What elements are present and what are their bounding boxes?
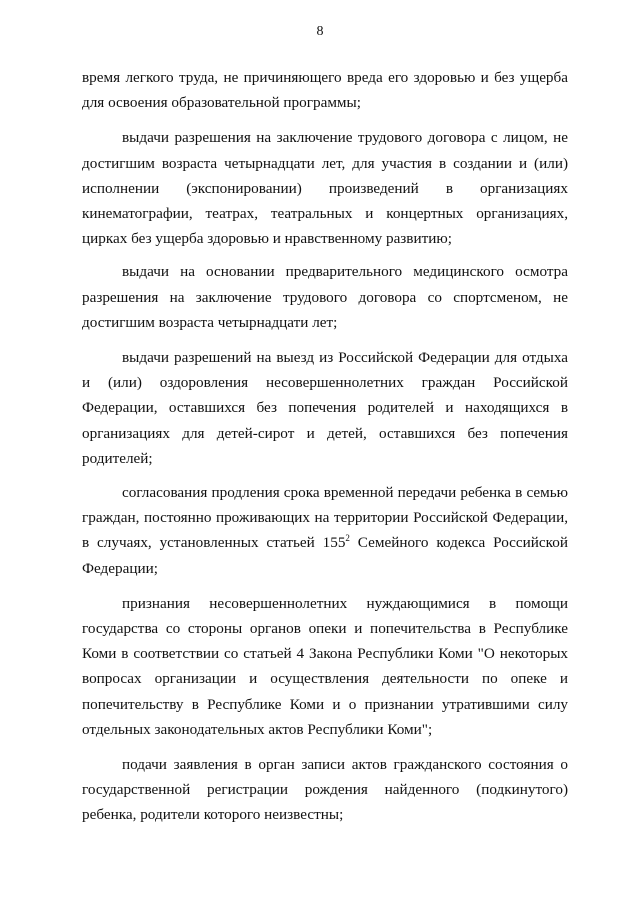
paragraph-text-part: согласования продления срока временной передачи ребенка в семью граждан, постоянно проживающих на территории Российской Федерации, в случаях, установленных статьей 155 — [82, 484, 568, 552]
page-number: 8 — [316, 24, 324, 39]
paragraph-birth-registration: подачи заявления в орган записи актов гражданского состояния о государственной регистрации рождения найденного (подкинутого) ребенка, родители которого неизвестны; — [82, 756, 568, 824]
paragraph-text-part: Семейного кодекса Российской Федерации; — [82, 534, 568, 577]
paragraph-travel-permits: выдачи разрешений на выезд из Российской Федерации для отдыха и (или) оздоровления несовершеннолетних граждан Российской Федерации, оставшихся без попечения родителей и находящихся в организациях для детей-сирот и детей, оставшихся без попечения родителей; — [82, 349, 568, 467]
paragraph-continuation: время легкого труда, не причиняющего вреда его здоровью и без ущерба для освоения образовательной программы; — [82, 69, 568, 112]
paragraph-temporary-transfer — [82, 480, 568, 581]
superscript: 2 — [345, 533, 350, 544]
document-body — [82, 65, 568, 828]
paragraph-athlete-contract: выдачи на основании предварительного медицинского осмотра разрешения на заключение трудового договора со спортсменом, не достигшим возраста четырнадцати лет; — [82, 263, 568, 331]
paragraph-work-permit-children: выдачи разрешения на заключение трудового договора с лицом, не достигшим возраста четырнадцати лет, для участия в создании и (или) исполнении (экспонировании) произведений в организациях кинематографии, театрах, театральных и концертных организациях, цирках без ущерба здоровью и нравственному развитию; — [82, 129, 568, 248]
paragraph-state-assistance: признания несовершеннолетних нуждающимися в помощи государства со стороны органов опеки и попечительства в Республике Коми в соответствии со статьей 4 Закона Республики Коми "О некоторых вопросах организации и осуществления деятельности по опеке и попечительству в Республике Коми и о признании утратившими силу отдельных законодательных актов Республики Коми"; — [82, 594, 568, 738]
